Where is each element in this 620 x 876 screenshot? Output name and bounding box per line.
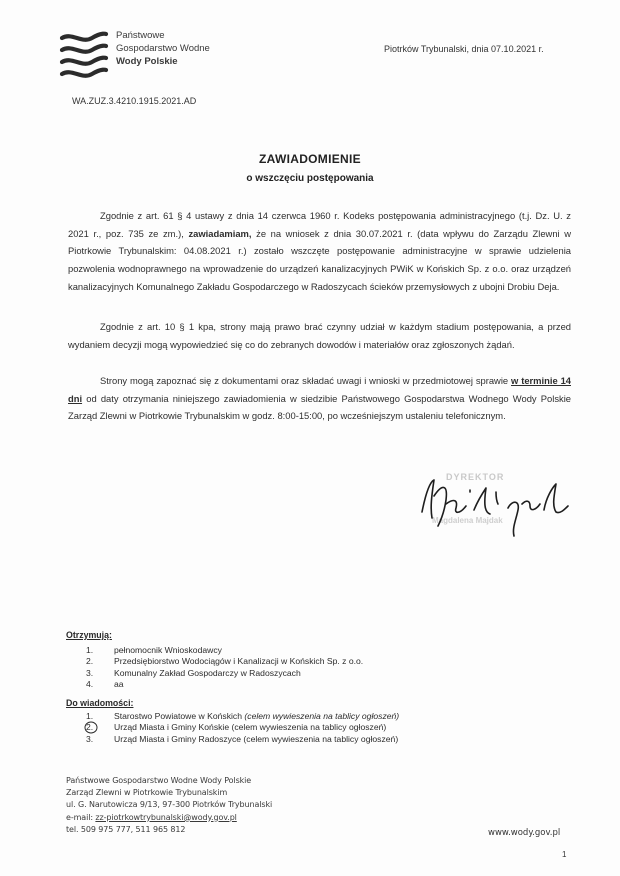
- list-item-text: aa: [114, 679, 124, 690]
- logo-line-3: Wody Polskie: [116, 56, 178, 67]
- footer-address: [66, 775, 272, 836]
- reference-number: WA.ZUZ.3.4210.1915.2021.AD: [72, 96, 197, 106]
- document-title: ZAWIADOMIENIE: [259, 152, 361, 166]
- page-number: 1: [562, 850, 567, 859]
- document-subtitle: o wszczęciu postępowania: [246, 173, 374, 184]
- paragraph-3: [68, 372, 571, 425]
- list-item-number: 2.: [86, 722, 94, 733]
- list-item: [86, 656, 363, 667]
- list-item: [86, 734, 399, 745]
- list-item-number: 1.: [86, 645, 94, 655]
- paragraph-3-deadline: w terminie 14 dni: [68, 375, 571, 404]
- list-item-text: Urząd Miasta i Gminy Końskie (celem wywieszenia na tablicy ogłoszeń): [114, 722, 387, 733]
- recipients-label: Otrzymują:: [66, 630, 112, 640]
- for-information-list: [86, 711, 399, 745]
- wody-polskie-logo-icon: [58, 28, 110, 80]
- list-item-text: Przedsiębiorstwo Wodociągów i Kanalizacji w Końskich Sp. z o.o.: [114, 656, 364, 667]
- list-item: [86, 645, 363, 656]
- list-item-number: 3.: [86, 667, 94, 678]
- list-item: [86, 679, 363, 690]
- paragraph-1-bold: zawiadamiam,: [188, 227, 252, 239]
- website-link[interactable]: www.wody.gov.pl: [488, 828, 561, 838]
- handwritten-signature-icon: [412, 470, 572, 540]
- handwritten-circle-icon: [84, 721, 98, 734]
- list-item-text: Urząd Miasta i Gminy Radoszyce (celem wywieszenia na tablicy ogłoszeń): [114, 733, 399, 744]
- paragraph-3-c: od daty otrzymania niniejszego zawiadomienia w siedzibie Państwowego Gospodarstwa Wodnego Wody Polskie Zarząd Zlewni w Piotrkowie Trybunalskim w godz. 8:00-15:00, po wcześniejszym ustaleniu telefonicznym.: [68, 392, 571, 422]
- list-item-main: Starostwo Powiatowe w Końskich: [114, 711, 243, 721]
- paragraph-2-text: Zgodnie z art. 10 § 1 kpa, strony mają prawo brać czynny udział w każdym stadium postępowania, a przed wydaniem decyzji mogą wypowiedzieć się co do zebranych dowodów i materiałów oraz zgłoszonych żądań.: [68, 321, 571, 350]
- list-item: [86, 711, 399, 722]
- stamp-name: Magdalena Majdak: [432, 516, 503, 525]
- footer-line-1: Państwowe Gospodarstwo Wodne Wody Polskie: [66, 776, 252, 785]
- paragraph-2: [68, 318, 571, 353]
- list-item-number: 3.: [86, 733, 94, 744]
- list-item-text: Komunalny Zakład Gospodarczy w Radoszycach: [114, 667, 301, 678]
- for-information-label: Do wiadomości:: [66, 698, 134, 708]
- list-item: [86, 722, 399, 733]
- stamp-title: DYREKTOR: [446, 472, 505, 482]
- footer-line-2: Zarząd Zlewni w Piotrkowie Trybunalskim: [66, 788, 228, 798]
- footer-email-label: e-mail:: [66, 812, 96, 822]
- footer-phone: tel. 509 975 777, 511 965 812: [66, 824, 186, 834]
- place-date: Piotrków Trybunalski, dnia 07.10.2021 r.: [384, 44, 544, 54]
- list-item: [86, 668, 363, 679]
- logo-line-2: Gospodarstwo Wodne: [116, 43, 210, 54]
- footer-line-3: ul. G. Narutowicza 9/13, 97-300 Piotrków Trybunalski: [66, 800, 273, 810]
- paragraph-3-a: Strony mogą zapoznać się z dokumentami oraz składać uwagi i wnioski w przedmiotowej sprawie: [100, 375, 512, 386]
- logo-text: [116, 29, 210, 68]
- logo-line-1: Państwowe: [116, 30, 165, 41]
- paragraph-1-a: Zgodnie z art. 61 § 4 ustawy z dnia 14 czerwca 1960 r. Kodeks postępowania administracyjnego (t.j. Dz. U. z 2021 r., poz. 735 ze zm.),: [68, 210, 571, 239]
- footer-email-line: [66, 812, 272, 824]
- list-item-text: pełnomocnik Wnioskodawcy: [114, 645, 222, 655]
- list-item-text: [114, 711, 399, 722]
- list-item-note: (celem wywieszenia na tablicy ogłoszeń): [244, 711, 400, 721]
- paragraph-1-c: że na wniosek z dnia 30.07.2021 r. (data wpływu do Zarządu Zlewni w Piotrkowie Trybunalskim: 04.08.2021 r.) zostało wszczęte postępowanie administracyjne w sprawie udzielenia pozwolenia wodnoprawnego na wprowadzenie do urządzeń kanalizacyjnych PWiK w Końskich Sp. z o.o. oraz urządzeń kanalizacyjnych Komunalnego Zakładu Gospodarczego w Radoszycach ścieków przemysłowych z ubojni Drobiu Deja.: [68, 227, 572, 292]
- recipients-list: [86, 645, 363, 691]
- paragraph-1: [68, 207, 571, 296]
- list-item-number: 1.: [86, 711, 94, 721]
- list-item-number: 2.: [86, 656, 94, 667]
- list-item-number: 4.: [86, 679, 94, 690]
- footer-email-link[interactable]: zz-piotrkowtrybunalski@wody.gov.pl: [95, 812, 237, 822]
